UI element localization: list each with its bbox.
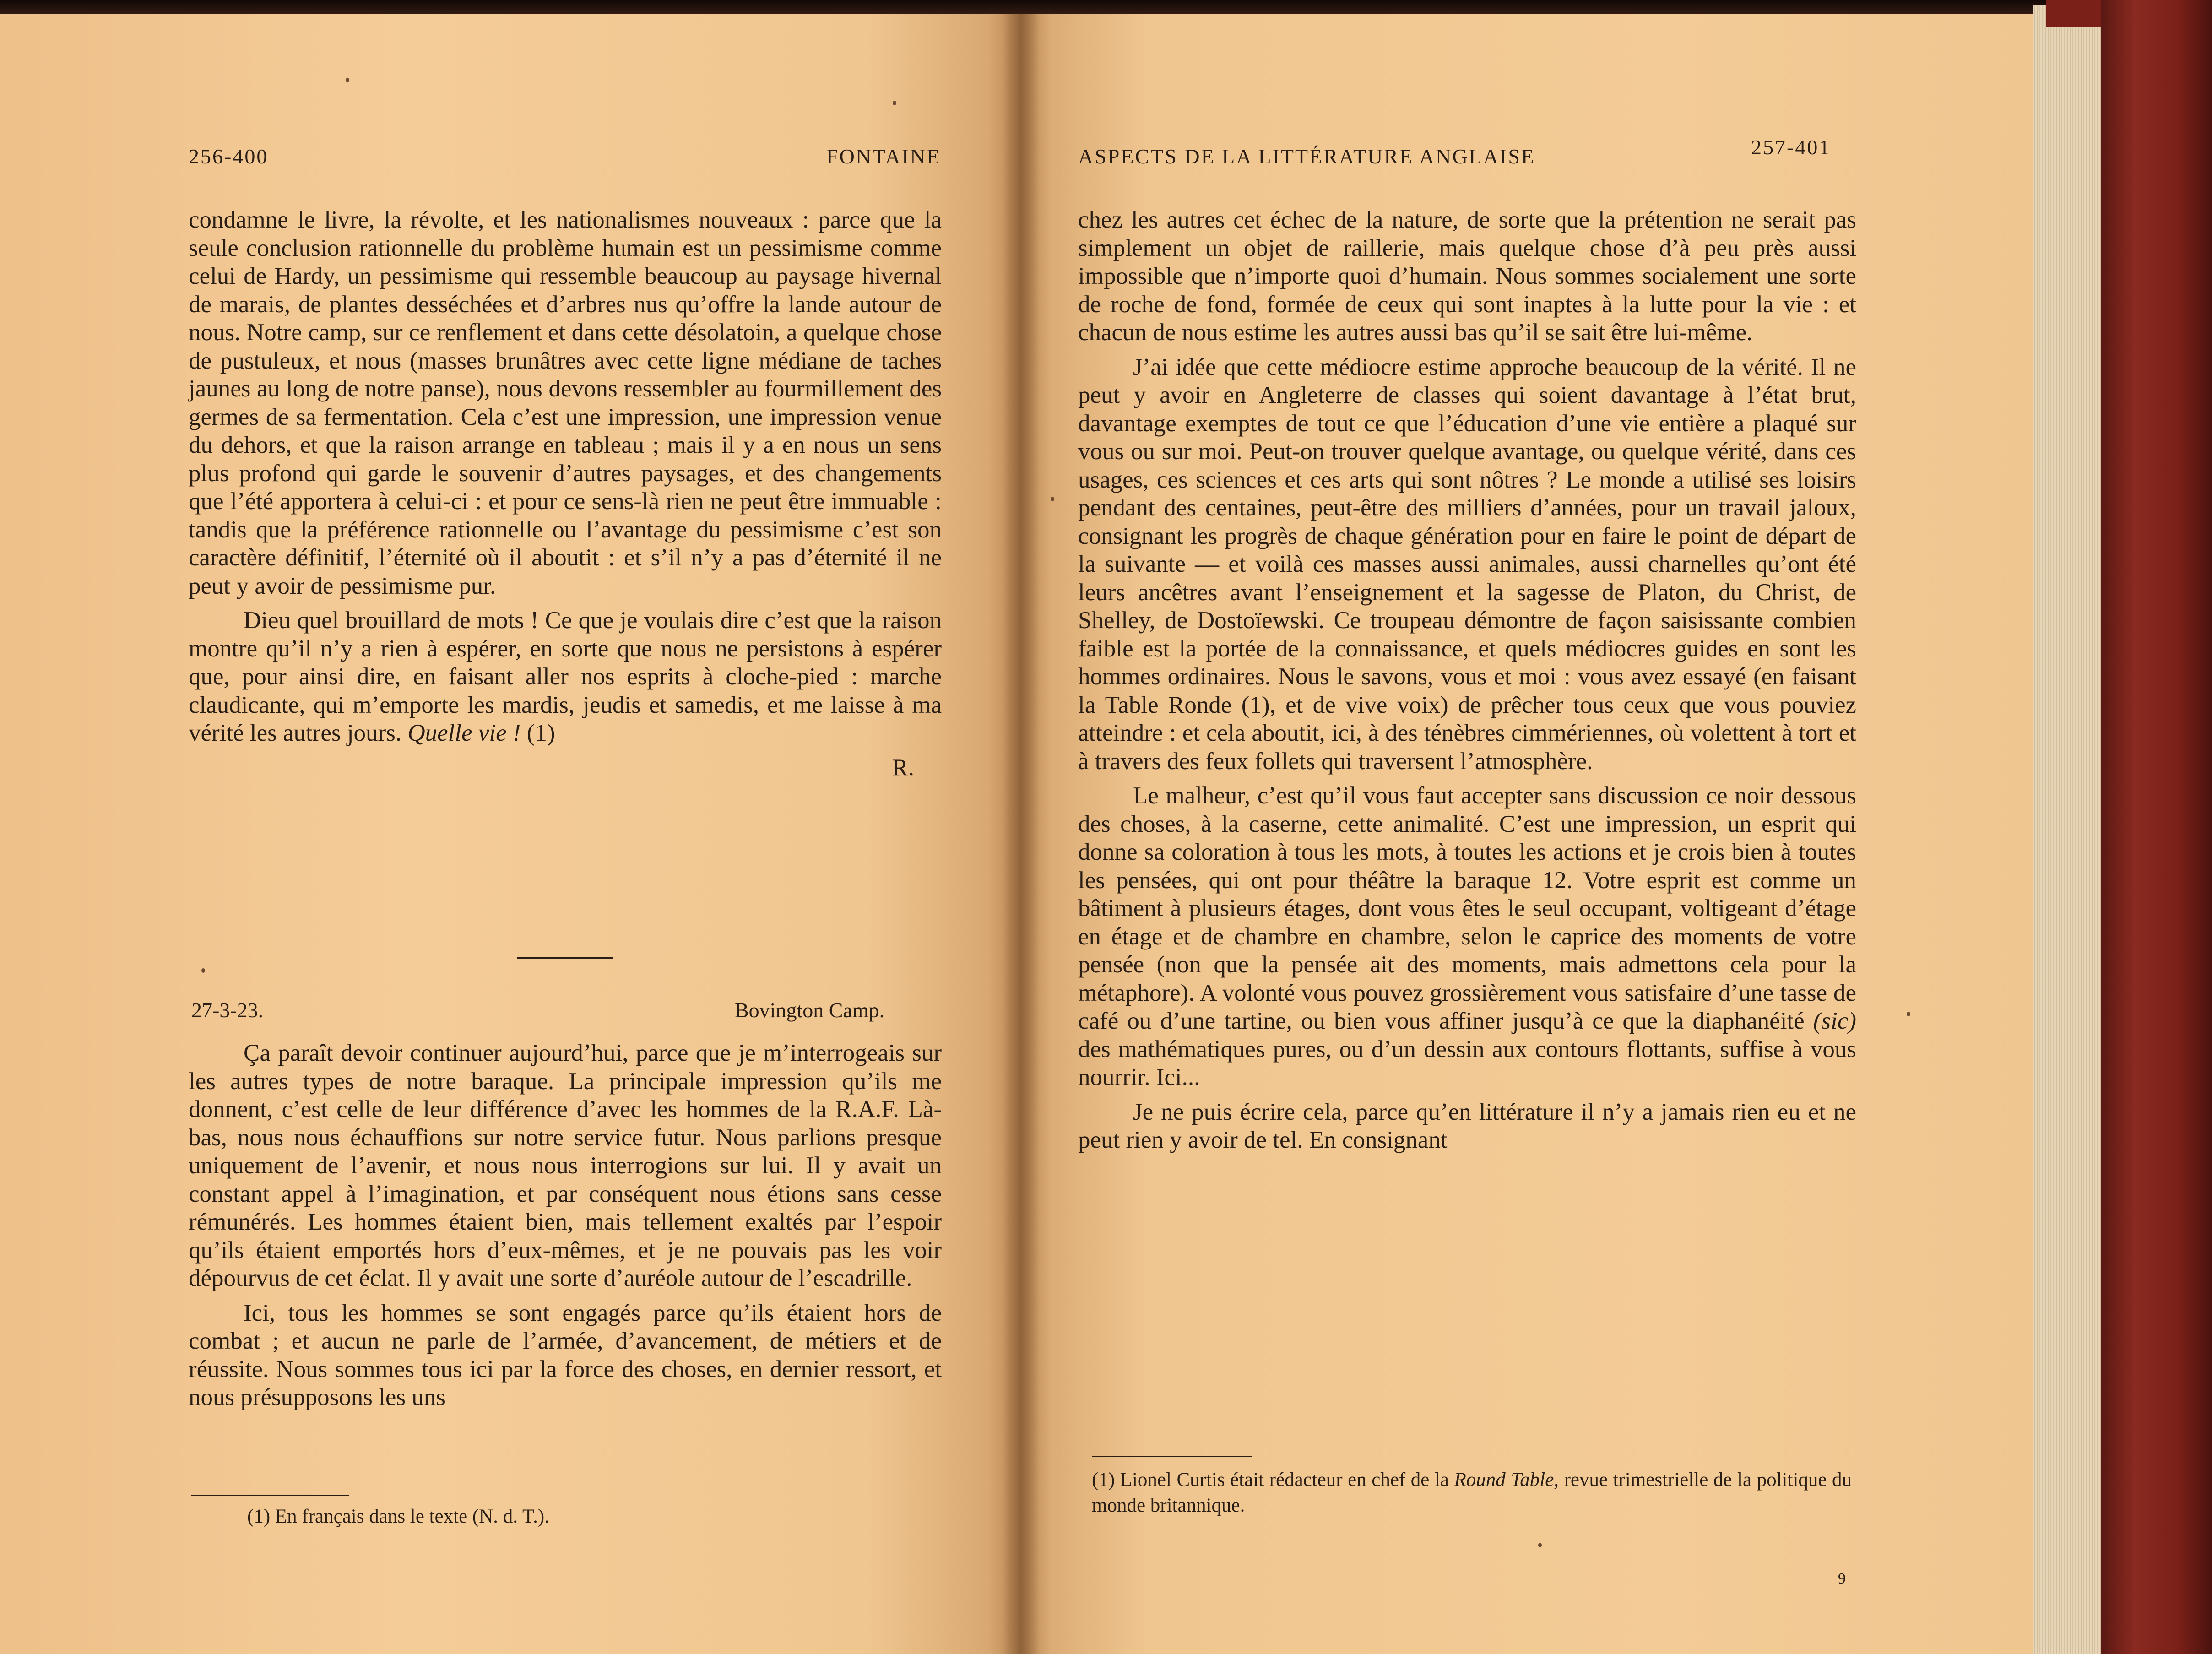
right-paragraph-3-text-b: des mathématiques pures, ou d’un dessin aux contours flottants, suffise à vous nourrir. Ici... [1078, 1036, 1856, 1090]
book-cover [2101, 0, 2212, 1654]
left-paragraph-2-note: (1) [526, 720, 555, 746]
signature-mark: 9 [1838, 1570, 1846, 1587]
left-text-bottom [189, 1039, 942, 1418]
entry-date: 27-3-23. [191, 998, 264, 1022]
right-paragraph-2: J’ai idée que cette médiocre estime approche beaucoup de la vérité. Il ne peut y avoir en Angleterre de classes qui soient davantage à l’état brut, davantage exemptes de tout ce que l’éducation d’une vie entière a plaqué sur vous ou sur moi. Peut-on trouver quelque avantage, ou quelque vérité, dans ces usages, ces sciences et ces arts qui sont nôtres ? Le monde a utilisé ses loisirs pendant des centaines, peut-être des milliers d’années, pour un travail jaloux, consignant les progrès de chaque génération pour en faire le point de départ de la suivante — et voilà ces masses aussi animales, aussi charnelles qu’ont été leurs ancêtres avant l’enseignement et la sagesse de Platon, du Christ, de Shelley, de Dostoïewski. Ce troupeau démontre de façon saisissante combien faible est la portée de la connaissance, et quels médiocres guides en sont les hommes ordinaires. Nous le savons, vous et moi : vous avez essayé (en faisant la Table Ronde (1), et de vive voix) de prêcher tous ceux que vous pouviez atteindre : et cela aboutit, ici, à des ténèbres cimmériennes, où volettent à tort et à travers des feux follets qui traversent l’atmosphère. [1078, 353, 1856, 775]
paper-speck [1907, 1012, 1910, 1016]
left-paragraph-2 [189, 607, 942, 748]
left-text-top [189, 206, 942, 788]
left-running-title: FONTAINE [826, 145, 941, 168]
left-paragraph-4: Ici, tous les hommes se sont engagés parce qu’ils étaient hors de combat ; et aucun ne parle de l’armée, d’avancement, de métiers et de réussite. Nous sommes tous ici par la force des choses, en dernier ressort, et nous présupposons les uns [189, 1299, 942, 1410]
left-footnote: (1) En français dans le texte (N. d. T.). [247, 1506, 549, 1527]
entry-place: Bovington Camp. [735, 998, 885, 1022]
right-paragraph-3-text-a: Le malheur, c’est qu’il vous faut accepter sans discussion ce noir dessous des choses, à la caserne, cette animalité. C’est une impression, un esprit qui donne sa coloration à tous les mots, à toutes les actions et je crois bien à toutes les pensées, qui ont pour théâtre la baraque 12. Votre esprit est comme un bâtiment à plusieurs étages, dont vous êtes le seul occupant, voltigeant d’étage en étage et de chambre en chambre, selon le caprice des moments de votre pensée (non que la pensée ait des moments, mais admettons cela pour la métaphore). A volonté vous pouvez grossièrement vous satisfaire d’une tasse de café ou d’une tartine, ou bien vous affiner jusqu’à ce que la diaphanéité [1078, 782, 1856, 1034]
section-divider [517, 957, 613, 959]
paper-speck [893, 101, 896, 105]
right-running-title: ASPECTS DE LA LITTÉRATURE ANGLAISE [1078, 145, 1535, 168]
left-paragraph-3: Ça paraît devoir continuer aujourd’hui, parce que je m’interrogeais sur les autres types de notre baraque. La principale impression qu’ils me donnent, c’est celle de leur différence d’avec les hommes de la R.A.F. Là-bas, nous nous échauffions sur notre service futur. Nous parlions presque uniquement de l’avenir, et nous nous interrogions sur lui. Il y avait un constant appel à l’imagination, et par conséquent nous étions sans cesse rémunérés. Les hommes étaient bien, mais tellement exaltés par l’espoir qu’ils étaient emportés hors d’eux-mêmes, et je ne pouvais pas les voir dépourvus de cet éclat. Il y avait une sorte d’auréole autour de l’escadrille. [189, 1040, 942, 1291]
right-page [1019, 14, 2104, 1654]
right-text [1078, 206, 1856, 1161]
right-footnote [1092, 1467, 1852, 1518]
left-page [0, 14, 1019, 1654]
right-page-number: 257-401 [1751, 136, 1831, 159]
left-paragraph-2-italic: Quelle vie ! [407, 720, 521, 746]
book-gutter [1003, 14, 1039, 1654]
right-footnote-rule [1092, 1456, 1252, 1457]
page-edges [2033, 5, 2101, 1654]
left-signature: R. [892, 754, 914, 781]
paper-speck [1051, 497, 1054, 501]
right-paragraph-4: Je ne puis écrire cela, parce qu’en littérature il n’y a jamais rien eu et ne peut rien y avoir de tel. En consignant [1078, 1098, 1856, 1153]
left-paragraph-2-text: Dieu quel brouillard de mots ! Ce que je voulais dire c’est que la raison montre qu’il n’y a rien à espérer, en sorte que nous ne persistons à espérer que, pour ainsi dire, en faisant aller nos esprits à cloche-pied : marche claudicante, qui m’emporte les mardis, jeudis et samedis, et me laisse à ma vérité les autres jours. [189, 607, 942, 746]
right-paragraph-3-sic: (sic) [1813, 1008, 1856, 1034]
left-page-number: 256-400 [189, 145, 269, 168]
right-footnote-italic: Round Table, [1454, 1469, 1559, 1491]
right-footnote-text-a: (1) Lionel Curtis était rédacteur en chef de la [1092, 1469, 1449, 1491]
left-footnote-rule [191, 1495, 349, 1496]
paper-speck [1538, 1543, 1542, 1547]
left-paragraph-1: condamne le livre, la révolte, et les nationalismes nouveaux : parce que la seule conclusion rationnelle du problème humain est un pessimisme comme celui de Hardy, un pessimisme qui ressemble beaucoup au paysage hivernal de marais, de plantes desséchées et d’arbres nus qu’offre la lande autour de nous. Notre camp, sur ce renflement et dans cette désolatoin, a quelque chose de pustuleux, et nous (masses brunâtres avec cette ligne médiane de taches jaunes au long de notre panse), nous devons ressembler au fourmillement des germes de sa fermentation. Cela c’est une impression, une impression venue du dehors, et que la raison arrange en tableau ; mais il y a en nous un sens plus profond qui garde le souvenir d’autres paysages, et des changements que l’été apportera à celui-ci : et pour ce sens-là rien ne peut être immuable : tandis que la préférence rationnelle ou l’avantage du pessimisme c’est son caractère définitif, l’éternité où il aboutit : et s’il n’y a pas d’éternité il ne peut y avoir de pessimisme pur. [189, 206, 942, 599]
right-paragraph-1: chez les autres cet échec de la nature, de sorte que la prétention ne serait pas simplement un objet de raillerie, mais quelque chose d’à peu près aussi impossible que n’importe quoi d’humain. Nous sommes socialement une sorte de roche de fond, formée de ceux qui sont inaptes à la lutte pour la vie : et chacun de nous estime les autres aussi bas qu’il se sait être lui-même. [1078, 206, 1856, 346]
paper-speck [201, 968, 205, 973]
right-footnote-text-b: revue trimestrielle de la politique du monde britannique. [1092, 1469, 1852, 1516]
right-paragraph-3 [1078, 782, 1856, 1092]
paper-speck [346, 78, 349, 82]
